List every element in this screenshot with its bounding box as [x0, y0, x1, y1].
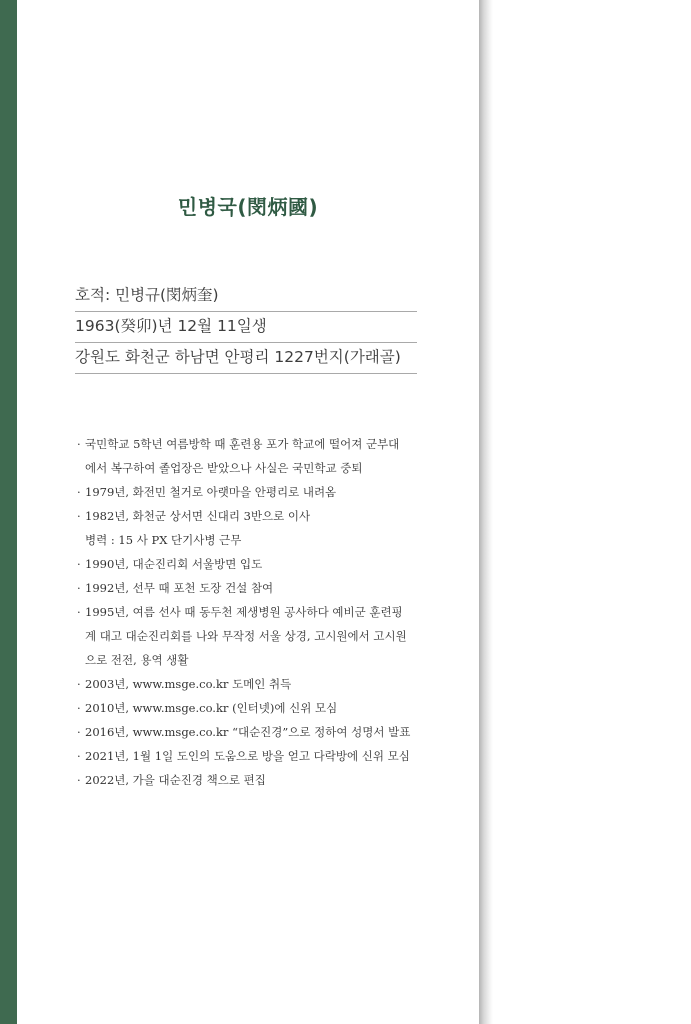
timeline-item-continuation [77, 624, 422, 648]
profile-info [75, 282, 417, 375]
page-edge-shadow [479, 0, 493, 1024]
bullet-marker: · [77, 581, 81, 595]
timeline-item [77, 576, 422, 600]
timeline-text: 2010년, www.msge.co.kr (인터넷)에 신위 모심 [85, 701, 338, 715]
timeline-item [77, 744, 422, 768]
timeline-item-continuation [77, 528, 422, 552]
bullet-marker: · [77, 749, 81, 763]
info-registered-name: 호적: 민병규(閔炳奎) [75, 282, 417, 312]
timeline-text: 으로 전전, 용역 생활 [85, 653, 189, 667]
timeline-text: 2003년, www.msge.co.kr 도메인 취득 [85, 677, 292, 691]
timeline-list [77, 432, 422, 792]
timeline-item-continuation [77, 648, 422, 672]
timeline-text: 2021년, 1월 1일 도인의 도움으로 방을 얻고 다락방에 신위 모심 [85, 749, 410, 763]
info-birthplace: 강원도 화천군 하남면 안평리 1227번지(가래골) [75, 344, 417, 374]
timeline-item-continuation [77, 456, 422, 480]
timeline-item [77, 768, 422, 792]
timeline-item [77, 480, 422, 504]
timeline-text: 1995년, 여름 선사 때 동두천 제생병원 공사하다 예비군 훈련핑 [85, 605, 403, 619]
timeline-text: 1992년, 선무 때 포천 도장 건설 참여 [85, 581, 274, 595]
timeline-text: 1990년, 대순진리회 서울방면 입도 [85, 557, 263, 571]
timeline-item [77, 696, 422, 720]
bullet-marker: · [77, 701, 81, 715]
timeline-text: 병력 : 15 사 PX 단기사병 근무 [85, 533, 242, 547]
bullet-marker: · [77, 677, 81, 691]
bullet-marker: · [77, 773, 81, 787]
timeline-text: 국민학교 5학년 여름방학 때 훈련용 포가 학교에 떨어져 군부대 [85, 437, 400, 451]
bullet-marker: · [77, 557, 81, 571]
timeline-text: 계 대고 대순진리회를 나와 무작정 서울 상경, 고시원에서 고시원 [85, 629, 407, 643]
timeline-item [77, 600, 422, 624]
timeline-text: 에서 복구하여 졸업장은 받았으나 사실은 국민학교 중퇴 [85, 461, 363, 475]
bullet-marker: · [77, 605, 81, 619]
timeline-item [77, 672, 422, 696]
bullet-marker: · [77, 509, 81, 523]
bullet-marker: · [77, 725, 81, 739]
timeline-item [77, 552, 422, 576]
timeline-text: 1982년, 화천군 상서면 신대리 3반으로 이사 [85, 509, 311, 523]
timeline-item [77, 432, 422, 456]
timeline-text: 2022년, 가을 대순진경 책으로 편집 [85, 773, 266, 787]
timeline-text: 1979년, 화전민 철거로 아랫마을 안평리로 내려옴 [85, 485, 337, 499]
timeline-text: 2016년, www.msge.co.kr “대순진경”으로 정하여 성명서 발표 [85, 725, 411, 739]
bullet-marker: · [77, 437, 81, 451]
book-spine [0, 0, 17, 1024]
bullet-marker: · [77, 485, 81, 499]
info-birth-date: 1963(癸卯)년 12월 11일생 [75, 313, 417, 343]
timeline-item [77, 504, 422, 528]
page-title: 민병국(閔炳國) [177, 195, 319, 219]
timeline-item [77, 720, 422, 744]
